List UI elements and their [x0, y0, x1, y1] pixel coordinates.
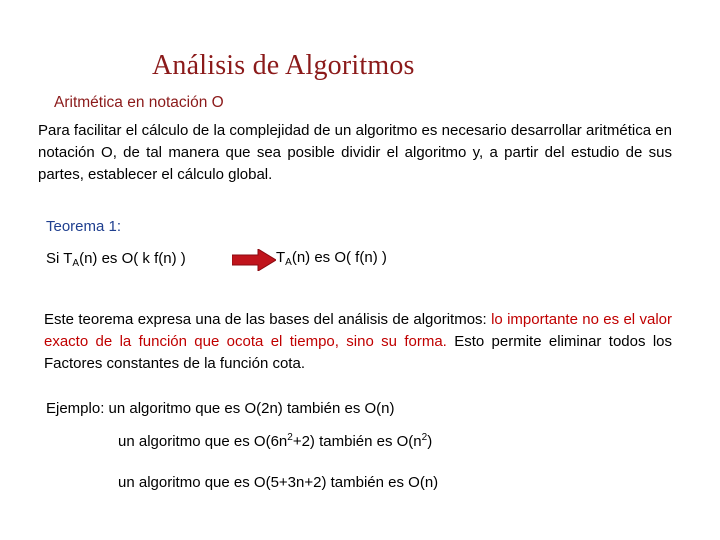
premise-prefix: Si T [46, 250, 73, 267]
conclusion-suffix: (n) es O( f(n) ) [291, 249, 387, 266]
explanation-text-1: Este teorema expresa una de las bases del análisis de algoritmos: [44, 311, 492, 328]
example-line-3: un algoritmo que es O(5+3n+2) también es O(n) [118, 474, 439, 491]
example-2-text-b: +2) también es O(n [292, 433, 422, 450]
premise-suffix: (n) es O( k f(n) ) [79, 250, 186, 267]
conclusion-prefix: T [276, 249, 286, 266]
explanation-text-2: Esto permite eliminar todos los Factores constantes de la función cota. [44, 333, 672, 372]
example-2-exponent-1: 2 [287, 432, 293, 443]
example-line-1: Ejemplo: un algoritmo que es O(2n) también es O(n) [46, 400, 395, 417]
intro-paragraph: Para facilitar el cálculo de la complejidad de un algoritmo es necesario desarrollar aritmética en notación O, de tal manera que sea posible dividir el algoritmo y, a partir del estudio de sus partes, establecer el cálculo global. [38, 122, 672, 183]
slide-subtitle: Aritmética en notación O [54, 94, 224, 111]
theorem-heading: Teorema 1: [46, 218, 122, 235]
example-2-text-a: un algoritmo que es O(6n [118, 433, 288, 450]
slide-title: Análisis de Algoritmos [152, 50, 415, 81]
explanation-paragraph [44, 309, 672, 375]
right-arrow-icon [232, 249, 276, 271]
premise-subscript: A [72, 258, 80, 269]
theorem-conclusion [276, 249, 387, 266]
example-line-2 [118, 433, 432, 450]
conclusion-subscript: A [285, 257, 292, 268]
theorem-premise [46, 250, 186, 267]
example-2-text-c: ) [427, 433, 433, 450]
example-2-exponent-2: 2 [421, 432, 428, 443]
explanation-highlight: lo importante no es el valor exacto de la función que ocota el tiempo, sino su forma. [44, 311, 672, 350]
